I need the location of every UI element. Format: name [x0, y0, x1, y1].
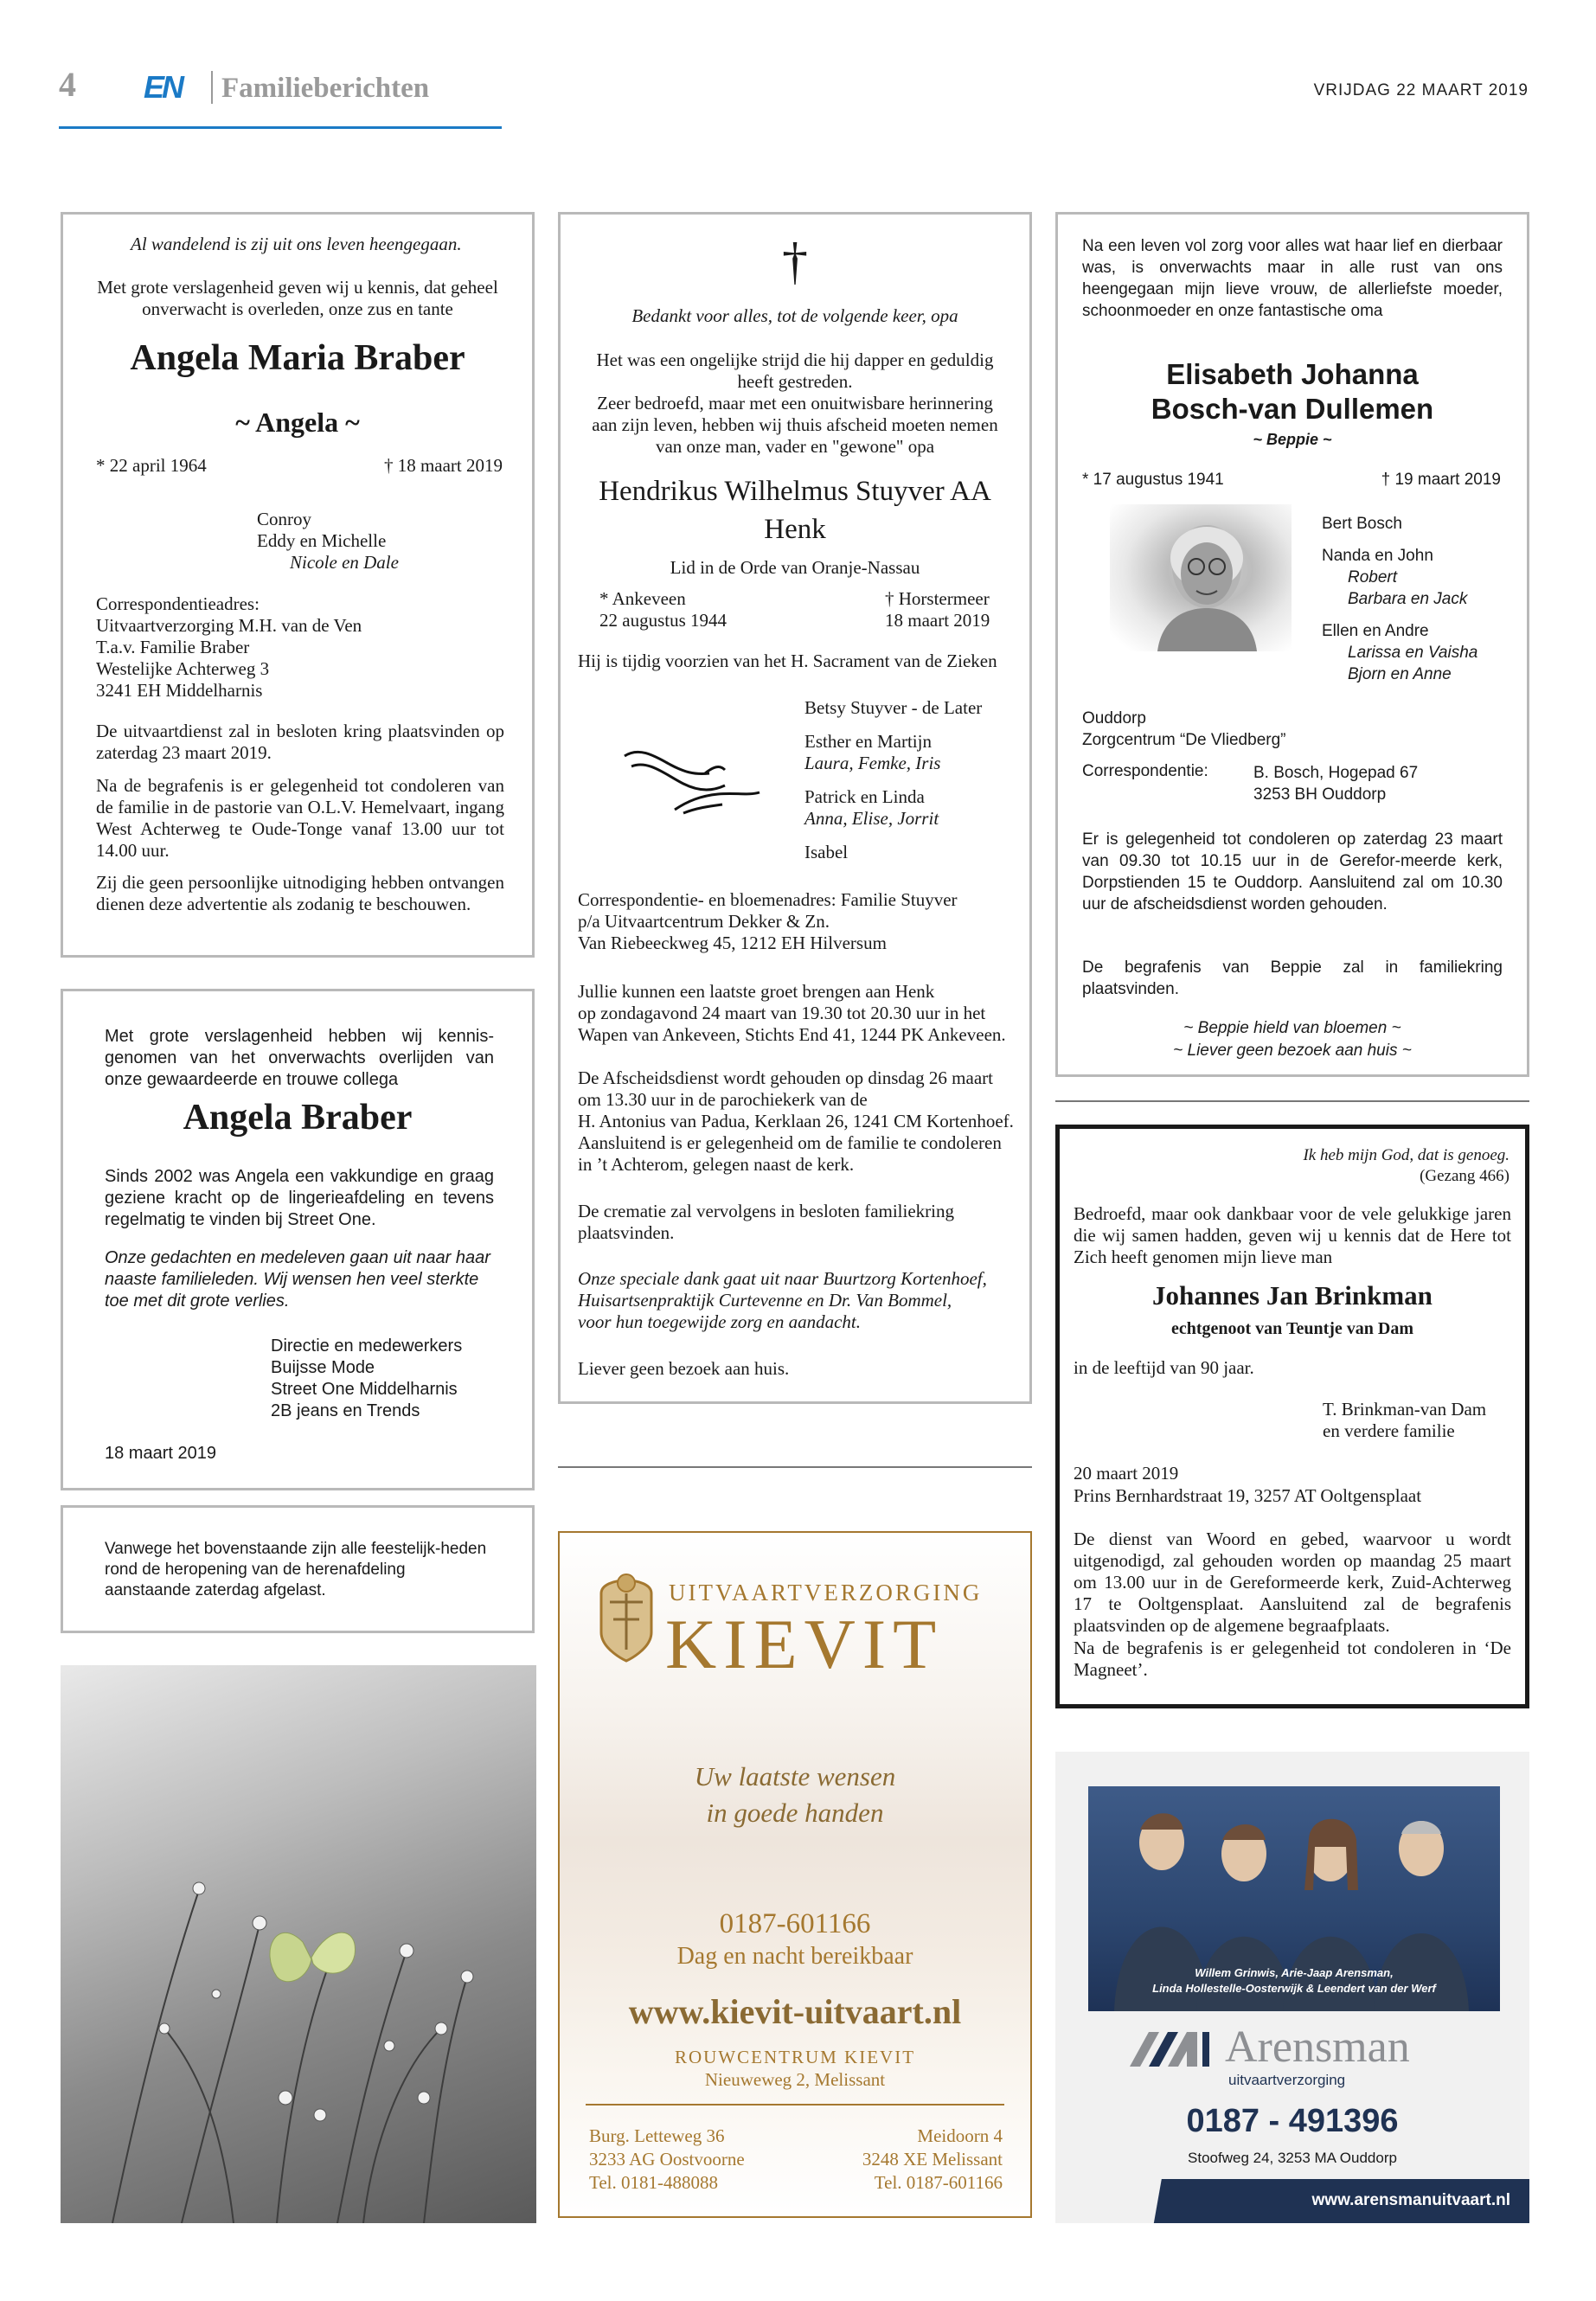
family-kids: Nicole en Dale	[290, 552, 399, 573]
signature-line: en verdere familie	[1323, 1420, 1455, 1441]
ad6-service: De dienst van Woord en gebed, waarvoor u wordt uitgenodigd, zal gehouden worden op maandag 25 maart om 13.00 uur in de Gereformeerde kerk, Zuid-Achterweg 17 te Ooltgensplaat. Aansluitend zal de begrafenis plaatsvinden op de algemene begraafplaats.	[1074, 1529, 1511, 1636]
signature-line: T. Brinkman-van Dam	[1323, 1399, 1487, 1420]
obituary-hendrikus-stuyver	[558, 212, 1032, 1404]
signature-line: Street One Middelharnis	[271, 1380, 458, 1399]
team-photo	[1088, 1786, 1500, 2011]
ad4-cremation: De crematie zal vervolgens in besloten familiekring plaatsvinden.	[578, 1201, 955, 1243]
kievit-advertisement	[558, 1531, 1032, 2218]
ad1-died: † 18 maart 2019	[383, 455, 503, 476]
arensman-address: Stoofweg 24, 3253 MA Ouddorp	[1188, 2150, 1397, 2166]
corr-line: Westelijke Achterweg 3	[96, 658, 270, 679]
cross-icon: †	[782, 233, 808, 290]
ad5-footer-2: ~ Liever geen bezoek aan huis ~	[1173, 1042, 1412, 1060]
portrait-photo	[1110, 504, 1292, 651]
corr-line: B. Bosch, Hogepad 67	[1253, 764, 1419, 782]
service-line: De Afscheidsdienst wordt gehouden op dinsdag 26 maart	[578, 1067, 993, 1088]
flower-stems-icon	[61, 1665, 536, 2223]
ad6-hymn: (Gezang 466)	[1420, 1167, 1509, 1185]
place-line: Zorgcentrum “De Vliedberg”	[1082, 731, 1286, 749]
thanks-line: Huisartsenpraktijk Curtevenne en Dr. Van Bommel,	[578, 1290, 952, 1311]
ad5-footer-1: ~ Beppie hield van bloemen ~	[1183, 1019, 1401, 1037]
address-line: Burg. Letteweg 36	[589, 2125, 725, 2146]
family-line: Esther en Martijn	[804, 731, 932, 752]
page-number: 4	[59, 65, 76, 104]
family-kids: Larissa en Vaisha	[1348, 644, 1478, 662]
family-kids: Bjorn en Anne	[1348, 665, 1452, 683]
family-kids: Laura, Femke, Iris	[804, 753, 941, 773]
ad5-burial: De begrafenis van Beppie zal in familiekring plaatsvinden.	[1082, 958, 1503, 998]
header-divider	[211, 71, 213, 104]
corr-line: Van Riebeeckweg 45, 1212 EH Hilversum	[578, 933, 887, 953]
address-line: 3233 AG Oostvoorne	[589, 2149, 745, 2170]
ad5-family	[1322, 513, 1477, 685]
family-line: Bert Bosch	[1322, 515, 1402, 533]
ad4-text2: Zeer bedroefd, maar met een onuitwisbare herinnering aan zijn leven, hebben wij thuis afscheid moeten nemen van onze man, vader en "gewone" opa	[592, 393, 998, 457]
kievit-slogan-2: in goede handen	[706, 1798, 884, 1828]
corr-line: T.a.v. Familie Braber	[96, 637, 250, 657]
family-line: Betsy Stuyver - de Later	[804, 697, 983, 718]
arensman-phone: 0187 - 491396	[1186, 2103, 1399, 2139]
ad1-service: De uitvaartdienst zal in besloten kring plaatsvinden op zaterdag 23 maart 2019.	[96, 721, 504, 763]
ad4-intro: Bedankt voor alles, tot de volgende keer, opa	[631, 305, 958, 326]
kievit-web-link[interactable]: www.kievit-uitvaart.nl	[628, 1992, 962, 2031]
ad5-corr-label: Correspondentie:	[1082, 762, 1208, 780]
arensman-logo-icon	[1130, 2029, 1216, 2070]
arensman-sub: uitvaartverzorging	[1228, 2072, 1346, 2088]
butterfly-flower-photo	[61, 1665, 536, 2223]
corr-line: Uitvaartverzorging M.H. van de Ven	[96, 615, 362, 636]
born-place: * Ankeveen	[599, 588, 686, 609]
ad5-place	[1082, 708, 1285, 751]
arensman-name: Arensman	[1225, 2022, 1410, 2072]
family-line: Patrick en Linda	[804, 786, 925, 807]
kievit-divider	[586, 2104, 1004, 2106]
ad5-nickname: ~ Beppie ~	[1253, 431, 1332, 448]
ad1-text: Met grote verslagenheid geven wij u kennis, dat geheel onverwacht is overleden, onze zus en tante	[97, 277, 498, 319]
corr-line: Correspondentie- en bloemenadres: Familie Stuyver	[578, 889, 958, 910]
ad1-note: Zij die geen persoonlijke uitnodiging hebben ontvangen dienen deze advertentie als zodanig te beschouwen.	[96, 872, 504, 914]
visit-line: Wapen van Ankeveen, Stichts End 41, 1244 PK Ankeveen.	[578, 1024, 1006, 1045]
ad5-born: * 17 augustus 1941	[1082, 471, 1224, 489]
divider-middle	[558, 1466, 1032, 1468]
ad4-text1: Het was een ongelijke strijd die hij dapper en geduldig heeft gestreden.	[596, 349, 994, 392]
woman-portrait-icon	[1110, 504, 1292, 651]
header-date: VRIJDAG 22 MAART 2019	[1313, 81, 1529, 99]
ad5-intro: Na een leven vol zorg voor alles wat haar lief en dierbaar was, is onverwachts maar in alle rust van ons heengegaan mijn lieve vrouw, de allerliefste moeder, schoonmoeder en onze fantastische oma	[1082, 237, 1503, 320]
signature-line: Buijsse Mode	[271, 1358, 375, 1377]
section-title: Familieberichten	[221, 73, 430, 104]
signature-line: 2B jeans en Trends	[271, 1401, 420, 1420]
family-line: Conroy	[257, 509, 311, 529]
ad4-family	[804, 697, 982, 863]
ad6-text: Bedroefd, maar ook dankbaar voor de vele gelukkige jaren die wij samen hadden, geven wij u kennis dat de Here tot Zich heeft genomen mijn lieve man	[1074, 1203, 1511, 1267]
ad4-correspondence	[578, 889, 958, 954]
ad4-thanks	[578, 1268, 987, 1333]
corr-line: p/a Uitvaartcentrum Dekker & Zn.	[578, 911, 830, 932]
ad2-body: Sinds 2002 was Angela een vakkundige en graag geziene kracht op de lingerieafdeling en tevens regelmatig te vinden bij Street One.	[105, 1167, 494, 1229]
ad6-date: 20 maart 2019	[1074, 1463, 1179, 1484]
divider-right	[1055, 1100, 1529, 1102]
kievit-phone: 0187-601166	[719, 1908, 871, 1939]
place-line: Ouddorp	[1082, 709, 1146, 727]
ad3-text: Vanwege het bovenstaande zijn alle feestelijk-heden rond de heropening van de herenafdeling aanstaande zaterdag afgelast.	[105, 1540, 487, 1599]
visit-line: Jullie kunnen een laatste groet brengen aan Henk	[578, 981, 935, 1002]
arensman-web-link[interactable]: www.arensmanuitvaart.nl	[1311, 2191, 1510, 2209]
ad5-name-1: Elisabeth Johanna	[1166, 358, 1419, 390]
address-line: Meidoorn 4	[917, 2125, 1003, 2146]
notice-cancelled	[61, 1505, 535, 1633]
visit-line: op zondagavond 24 maart van 19.30 tot 20.30 uur in het	[578, 1003, 986, 1023]
ad6-name: Johannes Jan Brinkman	[1152, 1280, 1433, 1311]
died-date: 18 maart 2019	[885, 610, 990, 631]
corr-line: 3253 BH Ouddorp	[1253, 785, 1387, 804]
ad2-signatures	[271, 1336, 462, 1422]
arensman-caption-2: Linda Hollestelle-Oosterwijk & Leendert van der Werf	[1152, 1982, 1436, 1995]
address-line: 3248 XE Melissant	[862, 2149, 1003, 2170]
ad4-born	[599, 588, 727, 631]
ad6-spouse: echtgenoot van Teuntje van Dam	[1170, 1319, 1413, 1338]
butterfly-icon	[270, 1932, 356, 1982]
ad6-quote: Ik heb mijn God, dat is genoeg.	[1303, 1146, 1509, 1164]
service-line: H. Antonius van Padua, Kerklaan 26, 1241 CM Kortenhoef.	[578, 1111, 1014, 1131]
ad1-intro: Al wandelend is zij uit ons leven heengegaan.	[131, 234, 462, 254]
service-line: om 13.30 uur in de parochiekerk van de	[578, 1089, 868, 1110]
died-place: † Horstermeer	[885, 588, 990, 609]
obituary-elisabeth-bosch	[1055, 212, 1529, 1077]
corr-line: 3241 EH Middelharnis	[96, 680, 263, 701]
obituary-angela-maria-braber	[61, 212, 535, 958]
kievit-rouw-address: Nieuweweg 2, Melissant	[704, 2069, 886, 2090]
ad6-age: in de leeftijd van 90 jaar.	[1074, 1357, 1254, 1378]
arensman-caption-1: Willem Grinwis, Arie-Jaap Arensman,	[1195, 1966, 1394, 1979]
thanks-line: Onze speciale dank gaat uit naar Buurtzorg Kortenhoef,	[578, 1268, 987, 1289]
ad5-condolence: Er is gelegenheid tot condoleren op zaterdag 23 maart van 09.30 tot 10.15 uur in de Gerefor-meerde kerk, Dorpstienden 15 te Ouddorp. Aansluitend zal om 10.30 uur de afscheidsdienst worden gehouden.	[1082, 830, 1503, 913]
kievit-address-right	[862, 2125, 1003, 2195]
ad4-service	[578, 1067, 1014, 1176]
family-kids: Robert	[1348, 568, 1398, 586]
ad4-died	[885, 588, 990, 631]
family-line: Isabel	[804, 842, 849, 862]
thanks-line: voor hun toegewijde zorg en aandacht.	[578, 1311, 862, 1332]
arensman-advertisement	[1055, 1752, 1529, 2223]
kievit-slogan-1: Uw laatste wensen	[694, 1761, 896, 1791]
signature-line: Directie en medewerkers	[271, 1336, 463, 1356]
corr-line: Correspondentieadres:	[96, 593, 260, 614]
en-logo: EN	[144, 69, 183, 105]
ad6-address: Prins Bernhardstraat 19, 3257 AT Ooltgensplaat	[1074, 1485, 1422, 1506]
kievit-availability: Dag en nacht bereikbaar	[676, 1943, 913, 1970]
ad4-nickname: Henk	[764, 514, 826, 545]
ad1-born: * 22 april 1964	[96, 455, 207, 476]
ad2-name: Angela Braber	[183, 1098, 413, 1138]
hands-drawing-icon	[623, 740, 761, 818]
address-line: Tel. 0187-601166	[874, 2172, 1003, 2193]
kievit-name: KIEVIT	[665, 1605, 944, 1683]
kievit-crest-icon	[593, 1567, 660, 1663]
ad4-order: Lid in de Orde van Oranje-Nassau	[670, 557, 920, 578]
family-line: Nanda en John	[1322, 547, 1433, 565]
ad4-note: Liever geen bezoek aan huis.	[578, 1358, 790, 1379]
ad2-text: Met grote verslagenheid hebben wij kennis-genomen van het onverwachts overlijden van onze gewaardeerde en trouwe collega	[105, 1027, 494, 1089]
obituary-angela-braber-colleagues	[61, 989, 535, 1490]
ad5-name-2: Bosch-van Dullemen	[1151, 393, 1434, 425]
ad4-name: Hendrikus Wilhelmus Stuyver AA	[599, 476, 991, 507]
kievit-address-left	[589, 2125, 745, 2195]
family-kids: Barbara en Jack	[1348, 590, 1468, 608]
service-line: Aansluitend is er gelegenheid om de familie te condoleren	[578, 1132, 1002, 1153]
ad2-thoughts: Onze gedachten en medeleven gaan uit naar haar naaste familieleden. Wij wensen hen veel sterkte toe met dit grote verlies.	[105, 1248, 490, 1311]
ad1-condolence: Na de begrafenis is er gelegenheid tot condoleren van de familie in de pastorie van O.L.V. Hemelvaart, ingang West Achterweg te Oude-Tonge vanaf 13.00 uur tot 14.00 uur.	[96, 775, 504, 861]
family-kids: Anna, Elise, Jorrit	[804, 808, 939, 829]
header-underline	[59, 126, 502, 129]
kievit-rouwcentrum: ROUWCENTRUM KIEVIT	[674, 2047, 916, 2067]
ad5-corr-lines	[1253, 762, 1418, 805]
ad1-correspondence	[96, 593, 362, 702]
ad4-sacrament: Hij is tijdig voorzien van het H. Sacrament van de Zieken	[578, 651, 997, 671]
born-date: 22 augustus 1944	[599, 610, 727, 631]
service-line: in ’t Achterom, gelegen naast de kerk.	[578, 1154, 855, 1175]
ad4-visit	[578, 981, 1006, 1046]
address-line: Tel. 0181-488088	[589, 2172, 719, 2193]
ad6-condolence: Na de begrafenis is er gelegenheid tot condoleren in ‘De Magneet’.	[1074, 1638, 1511, 1680]
ad2-date: 18 maart 2019	[105, 1444, 216, 1463]
family-line: Eddy en Michelle	[257, 530, 387, 551]
ad6-signature	[1323, 1399, 1486, 1442]
ad1-name: Angela Maria Braber	[130, 338, 465, 378]
ad1-nickname: ~ Angela ~	[235, 407, 360, 438]
obituary-johannes-brinkman	[1055, 1125, 1529, 1708]
ad5-died: † 19 maart 2019	[1381, 471, 1501, 489]
family-line: Ellen en Andre	[1322, 622, 1429, 640]
kievit-top: UITVAARTVERZORGING	[669, 1580, 983, 1606]
ad1-family	[257, 509, 399, 574]
